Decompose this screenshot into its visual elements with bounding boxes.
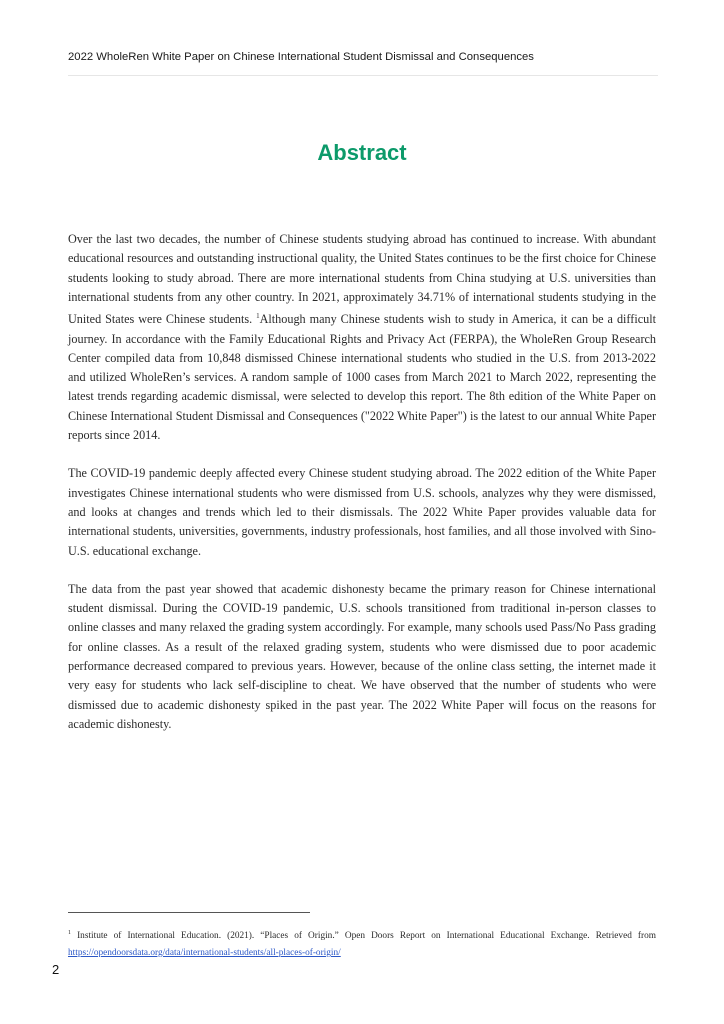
abstract-body	[68, 230, 656, 753]
paragraph-1-part-2: Although many Chinese students wish to study in America, it can be a difficult journey. In accordance with the Family Educational Rights and Privacy Act (FERPA), the WholeRen Group Research Center compiled data from 10,848 dismissed Chinese international students who studied in the U.S. from 2013-2022 and utilized WholeRen’s services. A random sample of 1000 cases from March 2021 to March 2022, representing the latest trends regarding academic dismissal, were selected to develop this report. The 8th edition of the White Paper on Chinese International Student Dismissal and Consequences ("2022 White Paper") is the latest to our annual White Paper reports since 2014.	[68, 312, 656, 443]
footnote-text: Institute of International Education. (2021). “Places of Origin.” Open Doors Report on International Educational Exchange. Retrieved from	[77, 931, 656, 941]
running-header: 2022 WholeRen White Paper on Chinese International Student Dismissal and Consequences	[68, 51, 534, 63]
paragraph-1	[68, 230, 656, 445]
header-divider	[68, 75, 658, 76]
paragraph-1-part-1: Over the last two decades, the number of Chinese students studying abroad has continued to increase. With abundant educational resources and outstanding instructional quality, the United States continues to be the first choice for Chinese students looking to study abroad. There are more international students from China studying at U.S. universities than international students from any other country. In 2021, approximately 34.71% of international students studying in the United States were Chinese students.	[68, 232, 656, 327]
footnote-link[interactable]: https://opendoorsdata.org/data/international-students/all-places-of-origin/	[68, 948, 341, 958]
footnote-marker: 1	[68, 930, 71, 936]
footnote	[68, 925, 656, 962]
paragraph-3: The data from the past year showed that academic dishonesty became the primary reason for Chinese international student dismissal. During the COVID-19 pandemic, U.S. schools transitioned from traditional in-person classes to online classes and many relaxed the grading system accordingly. For example, many schools used Pass/No Pass grading for online classes. As a result of the relaxed grading system, students who were dismissed due to poor academic performance decreased compared to previous years. However, because of the online class setting, the internet made it very easy for students who lack self-discipline to cheat. We have observed that the number of students who were dismissed due to academic dishonesty spiked in the past year. The 2022 White Paper will focus on the reasons for academic dishonesty.	[68, 581, 656, 731]
page-number: 2	[52, 962, 60, 977]
paragraph-2: The COVID-19 pandemic deeply affected every Chinese student studying abroad. The 2022 edition of the White Paper investigates Chinese international students who were dismissed from U.S. schools, analyzes why they were dismissed, and looks at changes and trends which led to their dismissals. The 2022 White Paper provides valuable data for international students, universities, governments, industry professionals, host families, and all those involved with Sino-U.S. educational exchange.	[68, 466, 656, 558]
page-title: Abstract	[317, 140, 407, 165]
footnote-divider	[68, 912, 310, 913]
footnote-reference[interactable]: 1	[256, 312, 260, 321]
